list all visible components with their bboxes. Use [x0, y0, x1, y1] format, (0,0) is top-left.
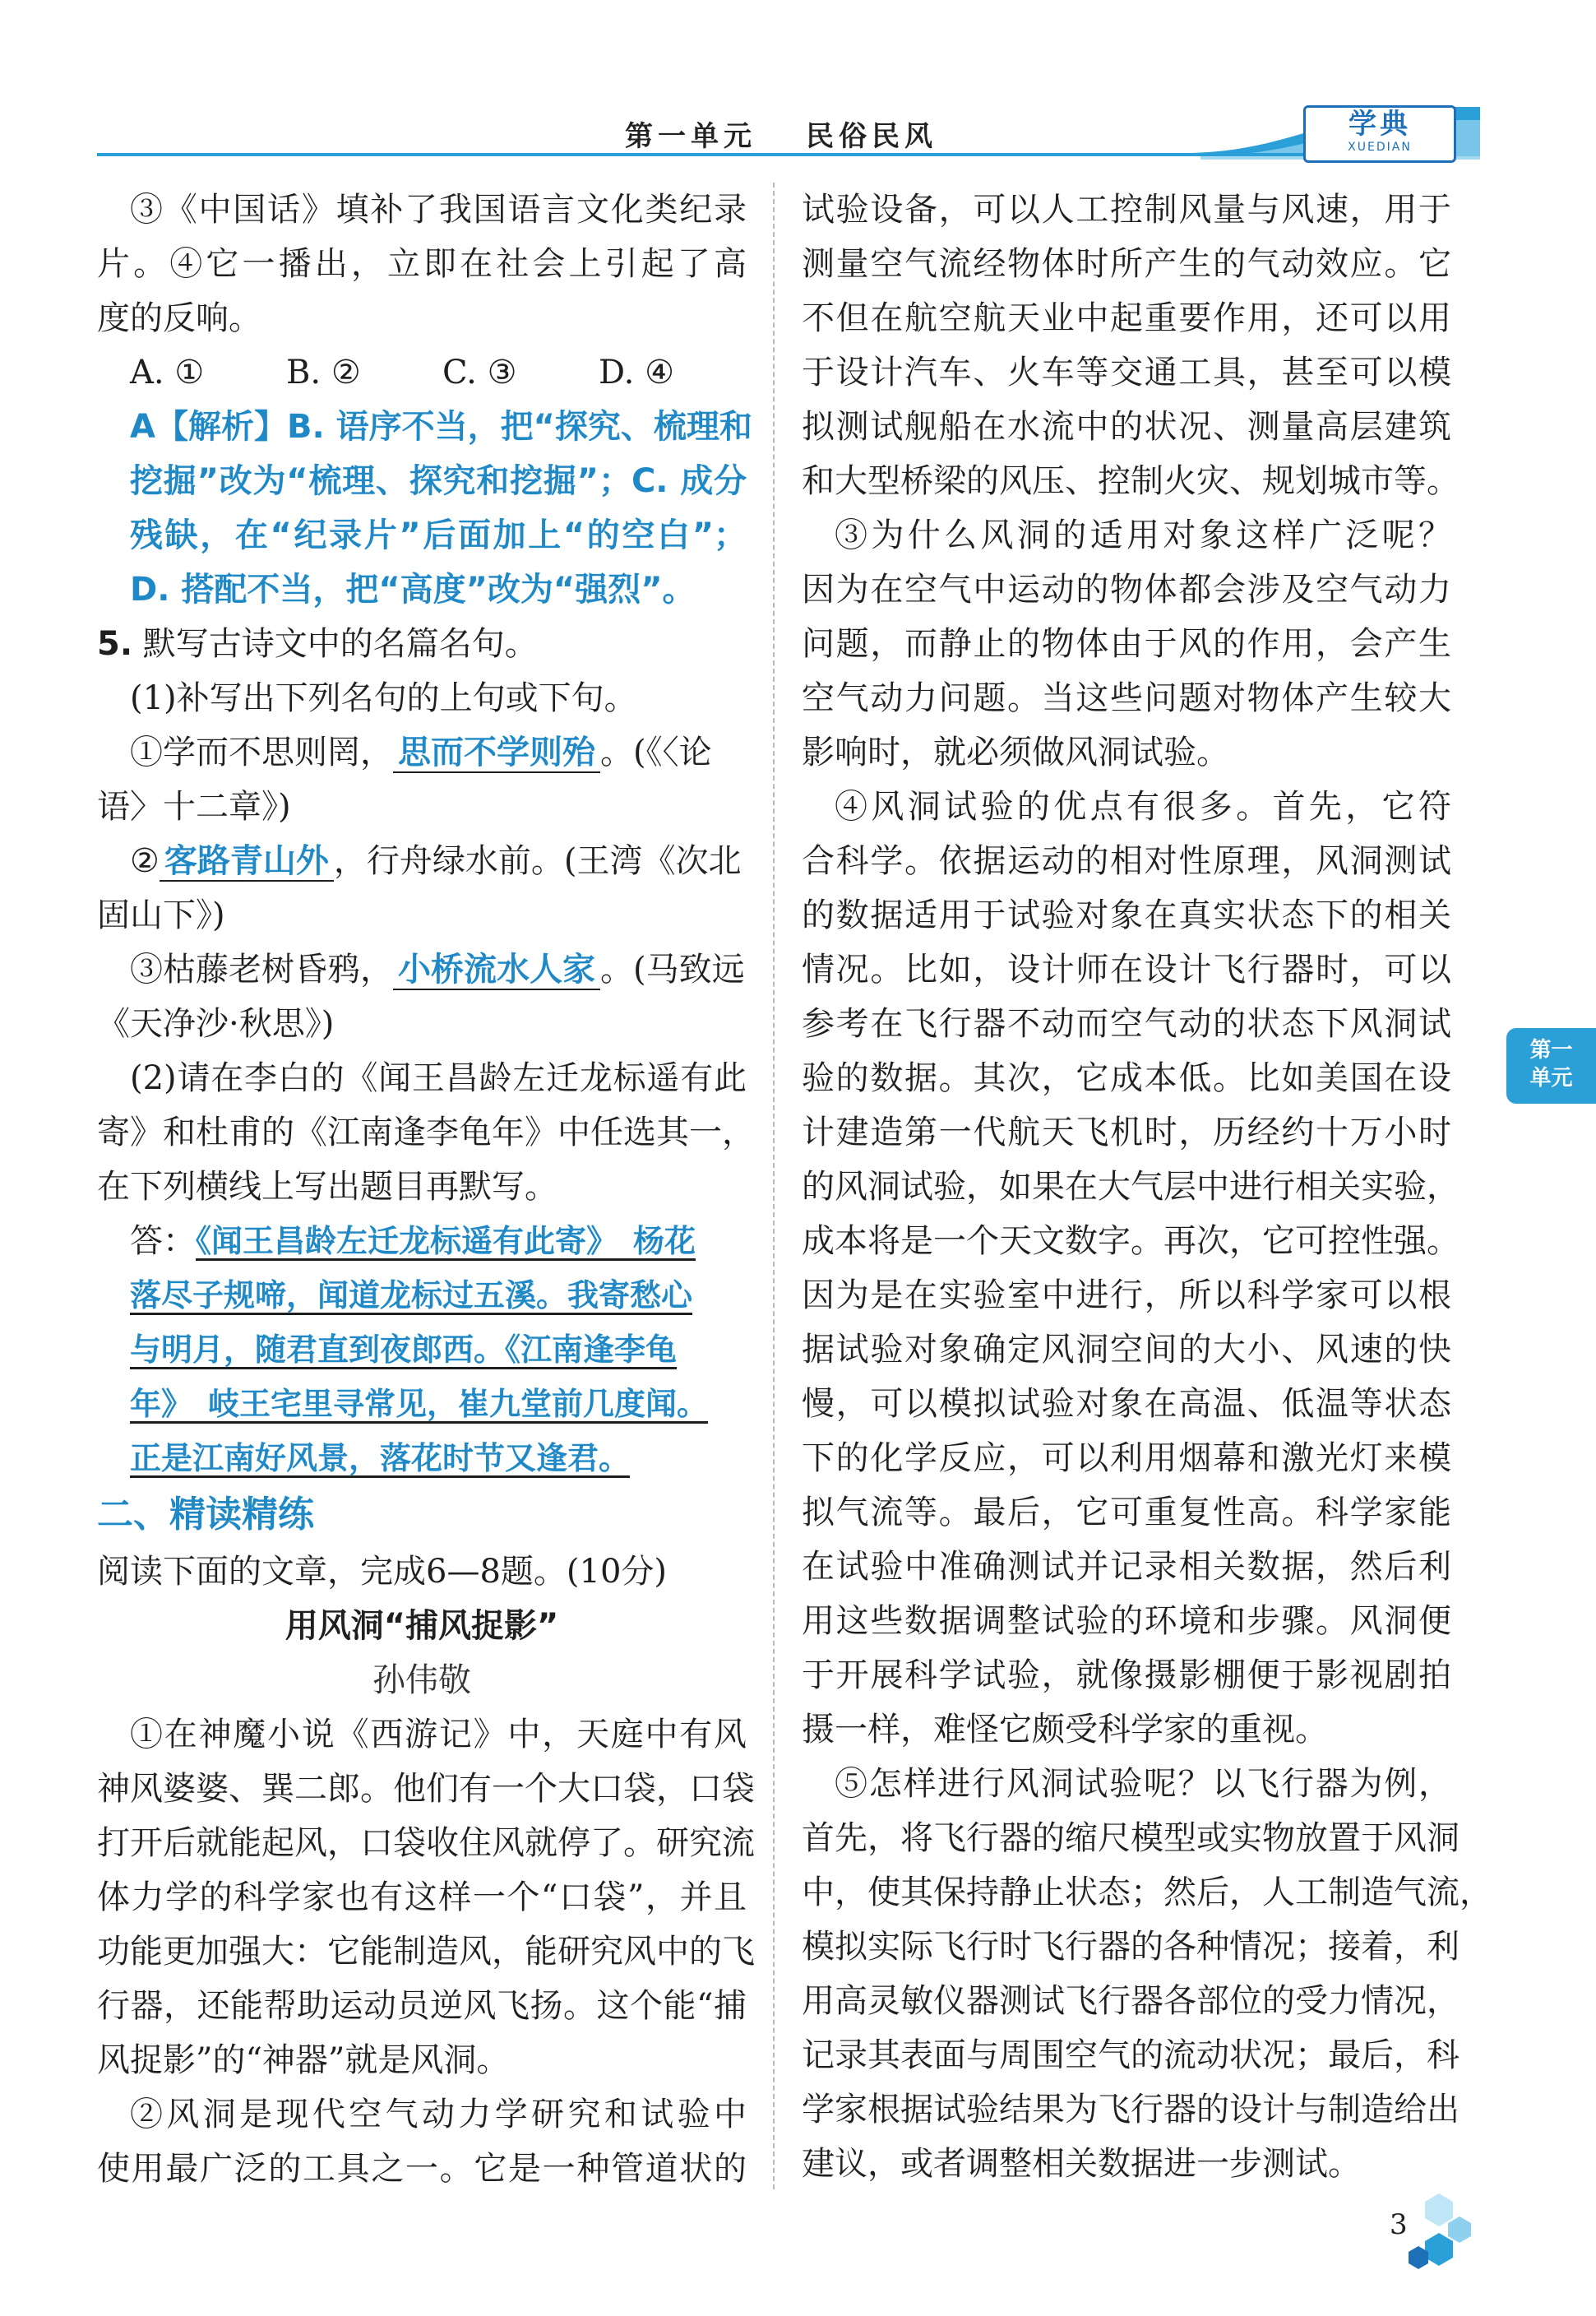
paragraph-line: 神风婆婆、巽二郎。他们有一个大口袋，口袋	[97, 1770, 755, 1808]
paragraph-5	[802, 1757, 1492, 2191]
paragraph-line: 模拟实际飞行时飞行器的各种情况；接着，利	[802, 1928, 1460, 1966]
answer-line	[97, 1268, 747, 1322]
side-tab-line: 第一	[1529, 1038, 1573, 1063]
question-text: 默写古诗文中的名篇名句。	[142, 625, 538, 663]
column-divider	[773, 183, 775, 2189]
filled-answer: 思而不学则殆	[393, 734, 600, 773]
paragraph-line: 风捉影”的“神器”就是风洞。	[97, 2041, 510, 2079]
paragraph-line: 于设计汽车、火车等交通工具，甚至可以模	[802, 354, 1451, 391]
paragraph-line: 慢，可以模拟试验对象在高温、低温等状态	[802, 1385, 1451, 1423]
paragraph-line: 成本将是一个天文数字。再次，它可控性强。	[802, 1222, 1460, 1260]
answer-text: 年》 岐王宅里寻常见，崔九堂前几度闻。	[130, 1386, 709, 1422]
answer-text: 正是江南好风景，落花时节又逢君。	[130, 1440, 631, 1476]
paragraph-line: 测量空气流经物体时所产生的气动效应。它	[802, 245, 1451, 283]
subquestion-2: (2)请在李白的《闻王昌龄左迁龙标遥有此	[130, 1059, 747, 1097]
paragraph-line: 于开展科学试验，就像摄影棚便于影视剧拍	[802, 1656, 1451, 1694]
question-number: 5.	[97, 625, 133, 663]
text-line: 《天净沙·秋思》)	[97, 1005, 335, 1043]
option-b: B. ②	[286, 354, 361, 391]
answer-options	[97, 345, 747, 400]
answer-text: 落尽子规啼，闻道龙标过五溪。我寄愁心	[130, 1277, 693, 1313]
header-rule	[97, 153, 1306, 156]
explanation-line: D. 搭配不当，把“高度”改为“强烈”。	[130, 571, 696, 609]
paragraph-line: 用高灵敏仪器测试飞行器各部位的受力情况，	[802, 1982, 1460, 2020]
text-line: 在下列横线上写出题目再默写。	[97, 1168, 557, 1206]
text-line: 片。④它一播出，立即在社会上引起了高	[97, 245, 747, 283]
paragraph-3	[802, 508, 1451, 780]
paragraph-line: ①在神魔小说《西游记》中，天庭中有风	[130, 1716, 747, 1753]
answer-text: 与明月，随君直到夜郎西。《江南逢李龟	[130, 1332, 678, 1368]
header-title	[625, 113, 937, 154]
subquestion-1: (1)补写出下列名句的上句或下句。	[130, 679, 637, 717]
paragraph-line: 打开后就能起风，口袋收住风就停了。研究流	[97, 1824, 755, 1862]
paragraph-line: 拟测试舰船在水流中的状况、测量高层建筑	[802, 408, 1451, 446]
paragraph-line: 计建造第一代航天飞机时，历经约十万小时	[802, 1114, 1451, 1151]
paragraph-line: 验的数据。其次，它成本低。比如美国在设	[802, 1059, 1451, 1097]
xuedian-logo	[1303, 105, 1456, 163]
paragraph-line: 空气动力问题。当这些问题对物体产生较大	[802, 679, 1451, 717]
paragraph-line: 试验设备，可以人工控制风量与风速，用于	[802, 191, 1451, 229]
paragraph-2-continued	[802, 183, 1460, 508]
paragraph-line: ②风洞是现代空气动力学研究和试验中	[130, 2096, 747, 2133]
text: ，行舟绿水前。(王湾《次北	[333, 842, 742, 880]
paragraph-line: 不但在航空航天业中起重要作用，还可以用	[802, 299, 1451, 337]
text-line: 固山下》)	[97, 896, 225, 934]
paragraph-line: 中，使其保持静止状态；然后，人工制造气流，	[802, 1874, 1492, 1911]
unit-label: 第一单元	[625, 120, 756, 153]
paragraph-line: 下的化学反应，可以利用烟幕和激光灯来模	[802, 1439, 1451, 1477]
page-number: 3	[1390, 2208, 1408, 2241]
paragraph-line: 的风洞试验，如果在大气层中进行相关实验，	[802, 1168, 1460, 1206]
paragraph-line: 摄一样，难怪它颇受科学家的重视。	[802, 1711, 1328, 1749]
paragraph-line: 行器，还能帮助运动员逆风飞扬。这个能“捕	[97, 1987, 747, 2025]
answer-text: 《闻王昌龄左迁龙标遥有此寄》 杨花	[196, 1223, 696, 1259]
unit-theme: 民俗民风	[806, 120, 937, 153]
paragraph-line: 据试验对象确定风洞空间的大小、风速的快	[802, 1331, 1451, 1369]
page-header	[0, 0, 1596, 164]
paragraph-line: 拟气流等。最后，它可重复性高。科学家能	[802, 1494, 1451, 1531]
question-5-heading	[97, 617, 747, 671]
article-title: 用风洞“捕风捉影”	[285, 1607, 559, 1645]
paragraph-line: 情况。比如，设计师在设计飞行器时，可以	[802, 951, 1451, 989]
answer-line	[97, 1322, 747, 1377]
paragraph-2	[97, 2087, 747, 2196]
section-heading: 二、精读精练	[97, 1494, 314, 1536]
logo-text: 学典	[1349, 108, 1411, 141]
paragraph-line: 功能更加强大：它能制造风，能研究风中的飞	[97, 1933, 755, 1971]
side-tab-line: 单元	[1529, 1066, 1573, 1091]
left-column	[97, 183, 755, 2196]
option-d: D. ④	[599, 354, 674, 391]
fill-line-b	[97, 834, 747, 888]
unit-side-tab	[1506, 1028, 1596, 1104]
paragraph-line: 记录其表面与周围空气的流动状况；最后，科	[802, 2036, 1460, 2074]
text: ②	[130, 842, 160, 880]
paragraph-line: 因为在空气中运动的物体都会涉及空气动力	[802, 571, 1451, 609]
answer-label: 答：	[130, 1222, 196, 1260]
reading-instruction: 阅读下面的文章，完成6—8题。(10分)	[97, 1553, 668, 1591]
paragraph-line: ③为什么风洞的适用对象这样广泛呢？	[835, 516, 1451, 554]
paragraph-line: 因为是在实验室中进行，所以科学家可以根	[802, 1276, 1451, 1314]
answer-line	[97, 1377, 747, 1431]
paragraph-line: 首先，将飞行器的缩尺模型或实物放置于风洞	[802, 1819, 1460, 1857]
paragraph-line: 学家根据试验结果为飞行器的设计与制造给出	[802, 2091, 1460, 2128]
text-line: 寄》和杜甫的《江南逢李龟年》中任选其一，	[97, 1114, 755, 1151]
paragraph-line: 和大型桥梁的风压、控制火灾、规划城市等。	[802, 462, 1460, 500]
fill-line-a	[97, 725, 747, 780]
paragraph-line: ⑤怎样进行风洞试验呢？以飞行器为例，	[835, 1765, 1451, 1803]
paragraph-line: 使用最广泛的工具之一。它是一种管道状的	[97, 2150, 747, 2188]
option-c: C. ③	[442, 354, 517, 391]
text-line: 语〉十二章》)	[97, 788, 291, 826]
paragraph-line: 建议，或者调整相关数据进一步测试。	[802, 2145, 1361, 2183]
paragraph-line: 问题，而静止的物体由于风的作用，会产生	[802, 625, 1451, 663]
text: ③枯藤老树昏鸦，	[130, 951, 393, 989]
right-column	[802, 183, 1492, 2191]
text: 。(马致远	[600, 951, 745, 989]
answer-line	[97, 1431, 747, 1485]
paragraph-line: 的数据适用于试验对象在真实状态下的相关	[802, 896, 1451, 934]
explanation-line: 挖掘”改为“梳理、探究和挖掘”；C. 成分	[130, 462, 747, 500]
text-line: 度的反响。	[97, 299, 261, 337]
logo-subtext: XUEDIAN	[1348, 141, 1412, 154]
paragraph-line: ④风洞试验的优点有很多。首先，它符	[835, 788, 1451, 826]
paragraph-4	[802, 780, 1460, 1757]
explanation-line: 残缺，在“纪录片”后面加上“的空白”；	[130, 516, 747, 554]
explanation-line: A【解析】B. 语序不当，把“探究、梳理和	[130, 408, 752, 446]
paragraph-1	[97, 1707, 755, 2087]
text: ①学而不思则罔，	[130, 734, 393, 771]
text: 。(《〈论	[600, 734, 712, 771]
article-author: 孙伟敬	[372, 1661, 471, 1699]
paragraph-line: 合科学。依据运动的相对性原理，风洞测试	[802, 842, 1451, 880]
paragraph-line: 用这些数据调整试验的环境和步骤。风洞便	[802, 1602, 1451, 1640]
fill-line-c	[97, 943, 747, 997]
filled-answer: 小桥流水人家	[393, 951, 600, 990]
answer-line	[97, 1214, 747, 1268]
filled-answer: 客路青山外	[160, 842, 334, 882]
text-line: ③《中国话》填补了我国语言文化类纪录	[130, 191, 747, 229]
paragraph-line: 影响时，就必须做风洞试验。	[802, 734, 1229, 771]
paragraph-line: 参考在飞行器不动而空气动的状态下风洞试	[802, 1005, 1451, 1043]
option-a: A. ①	[130, 354, 205, 391]
hexagon-decoration	[1402, 2192, 1476, 2282]
paragraph-line: 体力学的科学家也有这样一个“口袋”，并且	[97, 1878, 747, 1916]
paragraph-line: 在试验中准确测试并记录相关数据，然后利	[802, 1548, 1451, 1586]
